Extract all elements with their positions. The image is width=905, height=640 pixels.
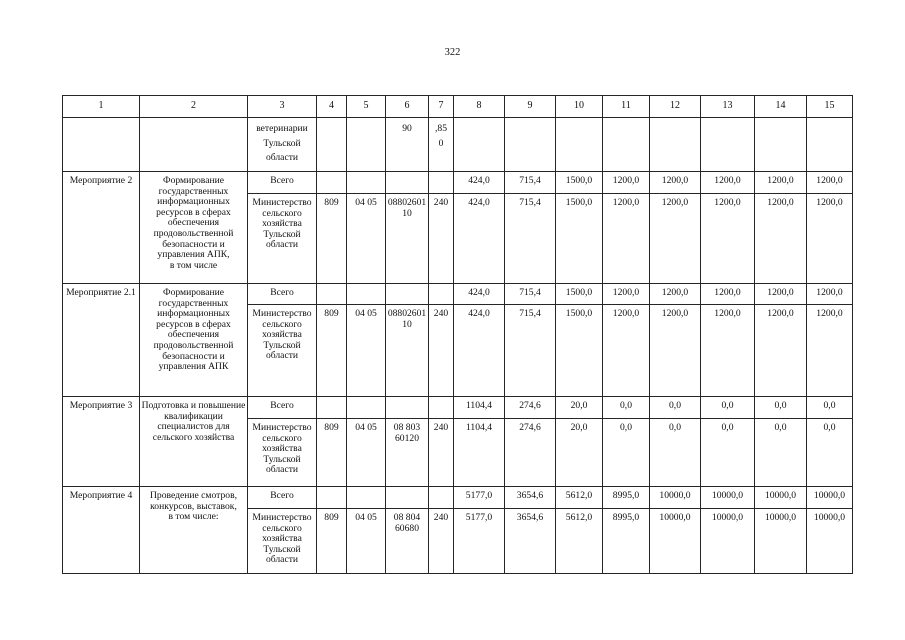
code-cell: 04 05 <box>347 419 386 487</box>
empty-cell <box>63 118 140 172</box>
value-cell: 1200,0 <box>650 172 701 194</box>
empty-cell <box>429 487 454 509</box>
budget-table <box>62 95 853 574</box>
row-type-label: Всего <box>248 172 317 194</box>
value-cell: 5177,0 <box>454 509 505 574</box>
value-cell: 1200,0 <box>807 305 853 397</box>
measure-description: Формирование государственных информационных ресурсов в сферах обеспечения продовольственной безопасности и управления АПК, в том числе <box>140 172 248 284</box>
value-cell: 1200,0 <box>603 305 650 397</box>
value-cell: 10000,0 <box>755 487 807 509</box>
code-cell: 809 <box>317 419 347 487</box>
code-cell: 04 05 <box>347 305 386 397</box>
executor-cell: Министерство сельского хозяйства Тульской области <box>248 419 317 487</box>
empty-cell <box>317 172 347 194</box>
value-cell: 1200,0 <box>755 284 807 305</box>
total-row <box>63 172 853 194</box>
row-type-label: Всего <box>248 487 317 509</box>
value-cell: 1200,0 <box>807 284 853 305</box>
code-cell: 809 <box>317 509 347 574</box>
value-cell: 1200,0 <box>807 194 853 284</box>
header-row <box>63 96 853 118</box>
value-cell: 424,0 <box>454 305 505 397</box>
value-cell: 1500,0 <box>556 172 603 194</box>
value-cell: 0,0 <box>755 419 807 487</box>
value-cell: 1200,0 <box>755 305 807 397</box>
empty-cell <box>386 397 429 419</box>
value-cell: 1200,0 <box>755 194 807 284</box>
value-cell: 10000,0 <box>755 509 807 574</box>
measure-description: Подготовка и повышение квалификации специалистов для сельского хозяйства <box>140 397 248 487</box>
header-cell: 1 <box>63 96 140 118</box>
empty-cell <box>317 118 347 172</box>
value-cell: 5612,0 <box>556 487 603 509</box>
header-cell: 15 <box>807 96 853 118</box>
code-cell: 90 <box>386 118 429 172</box>
value-cell: 274,6 <box>505 397 556 419</box>
empty-cell <box>347 397 386 419</box>
measure-description: Формирование государственных информационных ресурсов в сферах обеспечения продовольственной безопасности и управления АПК <box>140 284 248 397</box>
value-cell: 715,4 <box>505 284 556 305</box>
header-cell: 6 <box>386 96 429 118</box>
empty-cell <box>429 397 454 419</box>
header-cell: 7 <box>429 96 454 118</box>
empty-cell <box>429 172 454 194</box>
code-cell: 08802601 10 <box>386 194 429 284</box>
empty-cell <box>807 118 853 172</box>
header-cell: 14 <box>755 96 807 118</box>
value-cell: 1200,0 <box>701 305 755 397</box>
value-cell: 20,0 <box>556 419 603 487</box>
code-cell: 04 05 <box>347 509 386 574</box>
value-cell: 715,4 <box>505 194 556 284</box>
value-cell: 10000,0 <box>701 487 755 509</box>
value-cell: 10000,0 <box>807 509 853 574</box>
value-cell: 0,0 <box>701 419 755 487</box>
value-cell: 0,0 <box>603 419 650 487</box>
empty-cell <box>140 118 248 172</box>
total-row <box>63 284 853 305</box>
empty-cell <box>755 118 807 172</box>
header-cell: 12 <box>650 96 701 118</box>
empty-cell <box>556 118 603 172</box>
table-body <box>63 96 853 574</box>
header-cell: 8 <box>454 96 505 118</box>
value-cell: 1200,0 <box>701 284 755 305</box>
measure-label: Мероприятие 2.1 <box>63 284 140 397</box>
value-cell: 20,0 <box>556 397 603 419</box>
value-cell: 1200,0 <box>701 194 755 284</box>
empty-cell <box>650 118 701 172</box>
value-cell: 1200,0 <box>603 194 650 284</box>
empty-cell <box>347 172 386 194</box>
measure-description: Проведение смотров, конкурсов, выставок, в том числе: <box>140 487 248 574</box>
value-cell: 10000,0 <box>701 509 755 574</box>
value-cell: 1104,4 <box>454 397 505 419</box>
header-cell: 11 <box>603 96 650 118</box>
empty-cell <box>386 172 429 194</box>
page-number: 322 <box>444 47 461 58</box>
value-cell: 0,0 <box>603 397 650 419</box>
value-cell: 715,4 <box>505 305 556 397</box>
value-cell: 0,0 <box>807 419 853 487</box>
value-cell: 424,0 <box>454 194 505 284</box>
value-cell: 1200,0 <box>755 172 807 194</box>
header-cell: 3 <box>248 96 317 118</box>
value-cell: 274,6 <box>505 419 556 487</box>
value-cell: 8995,0 <box>603 509 650 574</box>
value-cell: 1104,4 <box>454 419 505 487</box>
code-cell: 04 05 <box>347 194 386 284</box>
value-cell: 1500,0 <box>556 284 603 305</box>
value-cell: 1200,0 <box>650 305 701 397</box>
value-cell: 10000,0 <box>650 509 701 574</box>
empty-cell <box>386 284 429 305</box>
value-cell: 0,0 <box>807 397 853 419</box>
code-cell: ,85 0 <box>429 118 454 172</box>
continuation-row <box>63 118 853 172</box>
value-cell: 8995,0 <box>603 487 650 509</box>
executor-cell: ветеринарии Тульской области <box>248 118 317 172</box>
value-cell: 424,0 <box>454 172 505 194</box>
value-cell: 10000,0 <box>807 487 853 509</box>
empty-cell <box>505 118 556 172</box>
empty-cell <box>429 284 454 305</box>
total-row <box>63 397 853 419</box>
measure-label: Мероприятие 3 <box>63 397 140 487</box>
value-cell: 3654,6 <box>505 509 556 574</box>
code-cell: 240 <box>429 509 454 574</box>
value-cell: 5177,0 <box>454 487 505 509</box>
row-type-label: Всего <box>248 284 317 305</box>
code-cell: 809 <box>317 305 347 397</box>
header-cell: 9 <box>505 96 556 118</box>
empty-cell <box>454 118 505 172</box>
executor-cell: Министерство сельского хозяйства Тульской области <box>248 305 317 397</box>
executor-cell: Министерство сельского хозяйства Тульской области <box>248 194 317 284</box>
row-type-label: Всего <box>248 397 317 419</box>
value-cell: 0,0 <box>701 397 755 419</box>
measure-label: Мероприятие 2 <box>63 172 140 284</box>
empty-cell <box>347 118 386 172</box>
value-cell: 1200,0 <box>807 172 853 194</box>
value-cell: 0,0 <box>650 397 701 419</box>
header-cell: 13 <box>701 96 755 118</box>
code-cell: 240 <box>429 419 454 487</box>
executor-cell: Министерство сельского хозяйства Тульской области <box>248 509 317 574</box>
measure-label: Мероприятие 4 <box>63 487 140 574</box>
value-cell: 10000,0 <box>650 487 701 509</box>
value-cell: 0,0 <box>650 419 701 487</box>
code-cell: 240 <box>429 194 454 284</box>
empty-cell <box>701 118 755 172</box>
value-cell: 3654,6 <box>505 487 556 509</box>
header-cell: 4 <box>317 96 347 118</box>
value-cell: 5612,0 <box>556 509 603 574</box>
code-cell: 08 804 60680 <box>386 509 429 574</box>
header-cell: 2 <box>140 96 248 118</box>
code-cell: 08802601 10 <box>386 305 429 397</box>
total-row <box>63 487 853 509</box>
value-cell: 1200,0 <box>650 284 701 305</box>
code-cell: 240 <box>429 305 454 397</box>
value-cell: 0,0 <box>755 397 807 419</box>
code-cell: 809 <box>317 194 347 284</box>
empty-cell <box>386 487 429 509</box>
value-cell: 1500,0 <box>556 194 603 284</box>
empty-cell <box>347 487 386 509</box>
value-cell: 1200,0 <box>650 194 701 284</box>
code-cell: 08 803 60120 <box>386 419 429 487</box>
header-cell: 10 <box>556 96 603 118</box>
empty-cell <box>603 118 650 172</box>
empty-cell <box>317 487 347 509</box>
value-cell: 1200,0 <box>603 284 650 305</box>
value-cell: 1200,0 <box>701 172 755 194</box>
empty-cell <box>317 397 347 419</box>
value-cell: 1500,0 <box>556 305 603 397</box>
value-cell: 1200,0 <box>603 172 650 194</box>
empty-cell <box>347 284 386 305</box>
header-cell: 5 <box>347 96 386 118</box>
empty-cell <box>317 284 347 305</box>
value-cell: 424,0 <box>454 284 505 305</box>
value-cell: 715,4 <box>505 172 556 194</box>
